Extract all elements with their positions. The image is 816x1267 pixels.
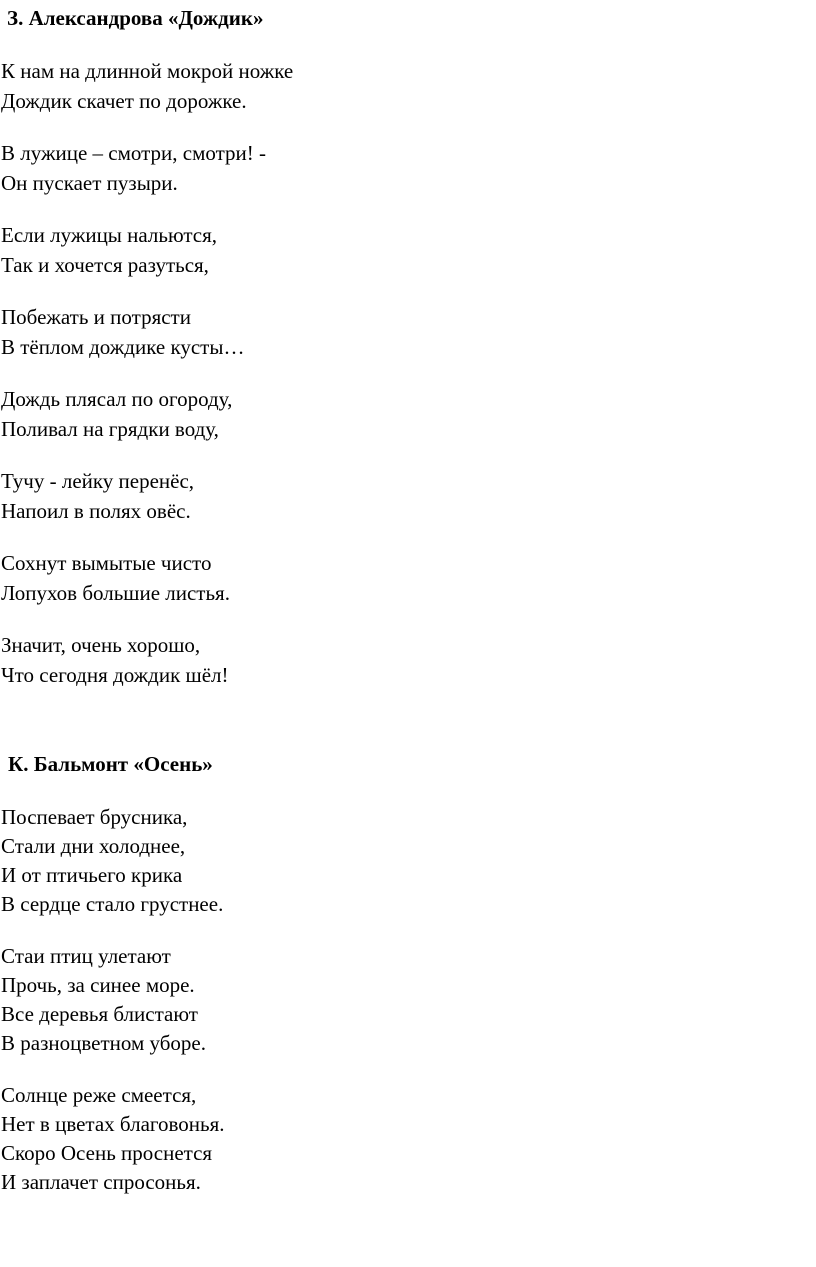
poem-line: Солнце реже смеется, [1, 1083, 197, 1107]
poem-line: Все деревья блистают [1, 1002, 198, 1026]
poem-line: Так и хочется разуться, [1, 252, 209, 277]
poem-line: Дождь плясал по огороду, [1, 387, 233, 411]
stanza-5 [1, 385, 801, 444]
poem-rain [1, 0, 801, 690]
poem-line: В тёплом дождике кусты… [1, 334, 245, 359]
stanza-2 [1, 139, 801, 198]
stanza-2 [1, 942, 801, 1058]
poem-title: З. Александрова «Дождик» [7, 6, 264, 30]
poem-line: Что сегодня дождик шёл! [1, 662, 229, 687]
poem-title: К. Бальмонт «Осень» [8, 752, 213, 776]
poem-line: И от птичьего крика [1, 863, 183, 887]
poem-line: Значит, очень хорошо, [1, 633, 201, 657]
stanza-3 [1, 221, 801, 280]
stanza-8 [1, 631, 801, 690]
poem-line: В лужице – смотри, смотри! - [1, 141, 267, 165]
poem-line: Стали дни холоднее, [1, 834, 186, 858]
poem-line: Стаи птиц улетают [1, 944, 171, 968]
poem-line: Дождик скачет по дорожке. [1, 88, 247, 113]
poem-line: Побежать и потрясти [1, 305, 191, 329]
stanza-1 [1, 803, 801, 919]
stanza-6 [1, 467, 801, 526]
poem-line: Лопухов большие листья. [1, 580, 230, 605]
poem-line: Поливал на грядки воду, [1, 416, 219, 441]
stanza-7 [1, 549, 801, 608]
poem-line: В разноцветном уборе. [1, 1031, 206, 1055]
poem-line: Прочь, за синее море. [1, 973, 195, 997]
poem-line: К нам на длинной мокрой ножке [1, 59, 294, 83]
poem-line: Нет в цветах благовонья. [1, 1112, 225, 1136]
poem-line: Он пускает пузыри. [1, 170, 178, 195]
poem-line: Сохнут вымытые чисто [1, 551, 212, 575]
poem-line: И заплачет спросонья. [1, 1170, 201, 1194]
stanza-1 [1, 57, 801, 116]
poem-line: Скоро Осень проснется [1, 1141, 213, 1165]
poem-line: В сердце стало грустнее. [1, 892, 224, 916]
poem-line: Если лужицы нальются, [1, 223, 218, 247]
stanza-4 [1, 303, 801, 362]
poem-line: Поспевает брусника, [1, 805, 188, 829]
poem-line: Напоил в полях овёс. [1, 498, 191, 523]
poem-autumn [1, 749, 801, 1197]
stanza-3 [1, 1081, 801, 1197]
poem-line: Тучу - лейку перенёс, [1, 469, 195, 493]
